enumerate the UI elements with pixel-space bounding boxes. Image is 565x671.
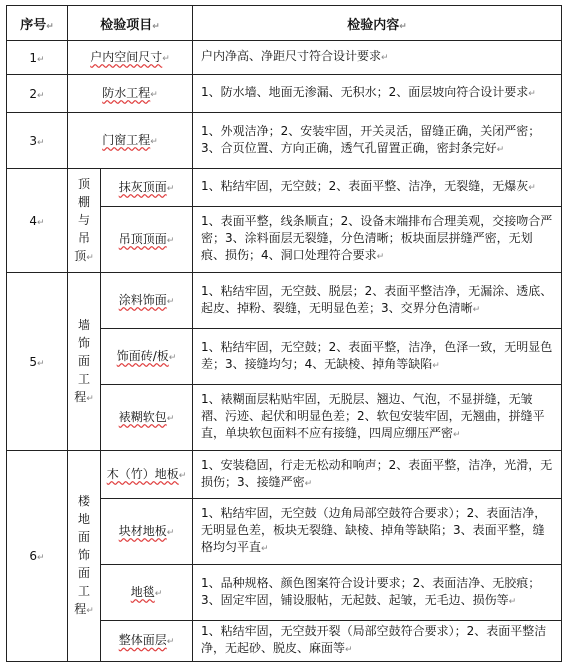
row-subitem: 木（竹）地板↵ <box>101 451 193 499</box>
row-content: 1、粘结牢固，无空鼓（边角局部空鼓符合要求）；2、表面洁净，无明显色差，板块无裂缝、缺棱、掉角等缺陷；3、表面平整，缝格均匀平直↵ <box>193 499 562 565</box>
paragraph-mark: ↵ <box>152 21 160 32</box>
row-no: 3↵ <box>7 113 68 169</box>
paragraph-mark: ↵ <box>399 21 407 32</box>
row-content: 户内净高、净距尺寸符合设计要求↵ <box>193 41 562 75</box>
row-no: 5↵ <box>7 273 68 451</box>
row-category: 墙 饰 面 工 程↵ <box>68 273 101 451</box>
row-content: 1、粘结牢固，无空鼓开裂（局部空鼓符合要求）；2、表面平整洁净，无起砂、脱皮、麻面等↵ <box>193 621 562 662</box>
header-no-label: 序号 <box>20 17 47 33</box>
row-content: 1、安装稳固，行走无松动和响声；2、表面平整，洁净，光滑，无损伤；3、接缝严密↵ <box>193 451 562 499</box>
row-subitem: 裱糊软包↵ <box>101 385 193 451</box>
row-content: 1、表面平整，线条顺直；2、设备末端排布合理美观，交接吻合严密；3、涂料面层无裂缝，分色清晰；板块面层拼缝严密，无划痕、损伤；4、洞口处理符合要求↵ <box>193 207 562 273</box>
header-item <box>68 6 193 41</box>
row-content: 1、裱糊面层粘贴牢固，无脱层、翘边、气泡，不显拼缝，无皱褶、污迹、起伏和明显色差；2、软包安装牢固，无翘曲，拼缝平直，单块软包面料不应有接缝，四周应绷压严密↵ <box>193 385 562 451</box>
table-row <box>7 75 562 113</box>
table-row <box>7 113 562 169</box>
row-content: 1、外观洁净；2、安装牢固，开关灵活，留缝正确，关闭严密；3、合页位置、方向正确，透气孔留置正确，密封条完好↵ <box>193 113 562 169</box>
table-row <box>7 41 562 75</box>
row-subitem: 吊顶顶面↵ <box>101 207 193 273</box>
header-row <box>7 6 562 41</box>
table-row <box>7 451 562 499</box>
inspection-table <box>6 5 562 662</box>
table-row <box>7 169 562 207</box>
header-content <box>193 6 562 41</box>
row-item: 门窗工程↵ <box>68 113 193 169</box>
row-subitem: 整体面层↵ <box>101 621 193 662</box>
row-subitem: 涂料饰面↵ <box>101 273 193 329</box>
row-no: 6↵ <box>7 451 68 662</box>
paragraph-mark: ↵ <box>46 21 54 32</box>
header-no <box>7 6 68 41</box>
row-content: 1、粘结牢固，无空鼓、脱层；2、表面平整洁净，无漏涂、透底、起皮、掉粉、裂缝，无明显色差；3、交界分色清晰↵ <box>193 273 562 329</box>
row-category: 顶 棚 与 吊 顶↵ <box>68 169 101 273</box>
row-content: 1、粘结牢固，无空鼓；2、表面平整，洁净，色泽一致，无明显色差；3、接缝均匀；4、无缺棱、掉角等缺陷↵ <box>193 329 562 385</box>
table-row <box>7 273 562 329</box>
row-content: 1、防水墙、地面无渗漏、无积水；2、面层坡向符合设计要求↵ <box>193 75 562 113</box>
row-item: 户内空间尺寸↵ <box>68 41 193 75</box>
header-content-label: 检验内容 <box>347 17 400 33</box>
row-subitem: 块材地板↵ <box>101 499 193 565</box>
row-no: 2↵ <box>7 75 68 113</box>
row-content: 1、粘结牢固，无空鼓；2、表面平整、洁净，无裂缝，无爆灰↵ <box>193 169 562 207</box>
row-no: 4↵ <box>7 169 68 273</box>
row-subitem: 地毯↵ <box>101 565 193 621</box>
row-item: 防水工程↵ <box>68 75 193 113</box>
header-item-label: 检验项目 <box>100 17 153 33</box>
row-no: 1↵ <box>7 41 68 75</box>
row-content: 1、品种规格、颜色图案符合设计要求；2、表面洁净、无胶痕；3、固定牢固，铺设服帖，无起鼓、起皱，无毛边、损伤等↵ <box>193 565 562 621</box>
row-subitem: 饰面砖/板↵ <box>101 329 193 385</box>
row-category: 楼 地 面 饰 面 工 程↵ <box>68 451 101 662</box>
row-subitem: 抹灰顶面↵ <box>101 169 193 207</box>
